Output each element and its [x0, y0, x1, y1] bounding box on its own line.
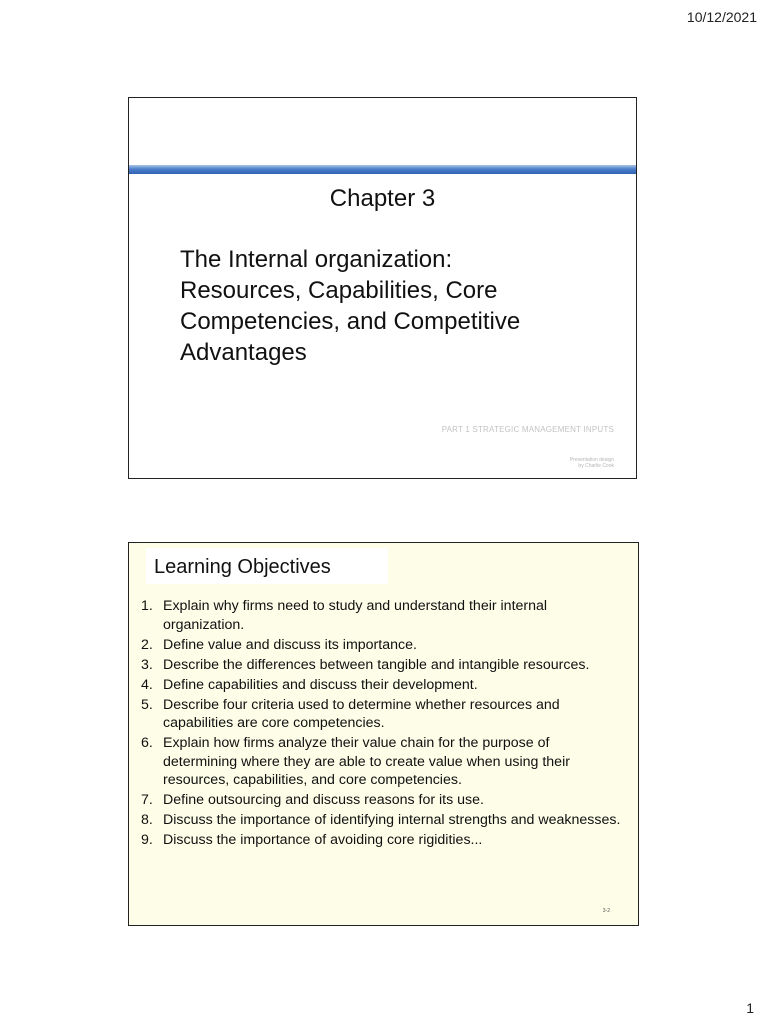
list-item	[141, 734, 621, 790]
design-credit-line: Presentation design	[569, 457, 614, 463]
chapter-title-line: Advantages	[180, 339, 307, 366]
item-number: 6.	[141, 735, 153, 751]
item-text: Explain why firms need to study and understand their internal organization.	[163, 598, 548, 633]
list-item	[141, 597, 621, 634]
item-number: 1.	[141, 598, 153, 614]
slide-number: 3-2	[602, 908, 610, 914]
design-credit-line: by Charlie Cook	[578, 463, 614, 469]
list-item	[141, 676, 621, 695]
chapter-title-line: Resources, Capabilities, Core	[180, 277, 498, 304]
item-text: Describe four criteria used to determine whether resources and capabilities are core competencies.	[163, 696, 560, 731]
list-item	[141, 636, 621, 655]
title-slide	[128, 97, 637, 479]
page-number: 1	[746, 1000, 754, 1016]
item-number: 5.	[141, 696, 153, 713]
item-text: Discuss the importance of identifying internal strengths and weaknesses.	[163, 812, 621, 828]
item-text: Define value and discuss its importance.	[163, 636, 417, 653]
learning-objectives-slide	[128, 542, 639, 926]
item-text: Explain how firms analyze their value chain for the purpose of determining where they are able to create value when using their resources, capabilities, and core competencies.	[163, 735, 570, 788]
list-item	[141, 811, 621, 830]
slide-heading: Learning Objectives	[154, 556, 331, 578]
slide-header-bar	[129, 165, 636, 174]
list-item	[141, 831, 621, 850]
objectives-list	[141, 597, 621, 851]
item-number: 2.	[141, 636, 153, 653]
list-item	[141, 656, 621, 675]
item-text: Define outsourcing and discuss reasons for its use.	[163, 792, 484, 808]
item-number: 7.	[141, 792, 153, 808]
item-text: Describe the differences between tangible and intangible resources.	[163, 656, 590, 673]
list-item	[141, 791, 621, 810]
item-text: Define capabilities and discuss their development.	[163, 676, 478, 693]
item-number: 4.	[141, 676, 153, 693]
chapter-label: Chapter 3	[329, 185, 436, 212]
design-credit	[570, 457, 614, 469]
print-date: 10/12/2021	[686, 9, 757, 25]
list-item	[141, 696, 621, 733]
item-number: 3.	[141, 656, 153, 673]
item-text: Discuss the importance of avoiding core rigidities...	[163, 832, 483, 848]
item-number: 9.	[141, 832, 153, 848]
chapter-title-line: The Internal organization:	[180, 246, 453, 273]
heading-box	[146, 548, 388, 584]
part-label: PART 1 STRATEGIC MANAGEMENT INPUTS	[441, 425, 614, 434]
chapter-title	[180, 244, 600, 368]
item-number: 8.	[141, 812, 153, 828]
chapter-title-line: Competencies, and Competitive	[180, 308, 521, 335]
